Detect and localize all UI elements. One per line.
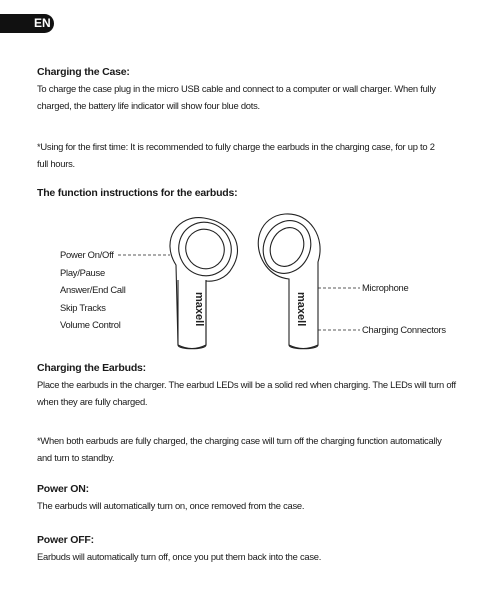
- label-play-pause: Play/Pause: [60, 266, 105, 278]
- label-power-on-off: Power On/Off: [60, 249, 114, 260]
- charging-earbuds-text: [37, 376, 467, 410]
- label-skip-tracks: Skip Tracks: [60, 301, 106, 313]
- right-brand-text: maxell: [295, 292, 307, 327]
- text-line: *Using for the first time: It is recommended to fully charge the earbuds in the charging case, for up to 2: [37, 141, 435, 152]
- power-off-heading: Power OFF:: [37, 534, 94, 546]
- left-earbud: [169, 213, 241, 349]
- label-volume-control: Volume Control: [60, 319, 121, 330]
- right-earbud: [255, 213, 320, 349]
- text-line: To charge the case plug in the micro USB cable and connect to a computer or wall charger. When fully: [37, 83, 436, 94]
- left-brand-text: maxell: [193, 292, 205, 327]
- charging-case-heading: Charging the Case:: [37, 66, 130, 78]
- text-line: Earbuds will automatically turn off, once you put them back into the case.: [37, 551, 322, 562]
- language-tab: EN: [0, 14, 54, 33]
- both-charged-note-text: [37, 432, 467, 466]
- power-off-text: [37, 548, 467, 565]
- power-on-text: [37, 497, 467, 514]
- text-line: The earbuds will automatically turn on, once removed from the case.: [37, 500, 305, 511]
- charging-earbuds-heading: Charging the Earbuds:: [37, 362, 146, 374]
- text-line: *When both earbuds are fully charged, the charging case will turn off the charging function automatically: [37, 435, 442, 446]
- power-off-section: [37, 534, 467, 565]
- function-instructions-heading: The function instructions for the earbuds:: [37, 187, 238, 199]
- label-microphone: Microphone: [362, 282, 409, 293]
- text-line: and turn to standby.: [37, 452, 115, 463]
- text-line: full hours.: [37, 158, 75, 169]
- function-labels: [60, 246, 126, 334]
- both-charged-note: [37, 430, 467, 466]
- charging-earbuds-section: [37, 362, 467, 410]
- power-on-section: [37, 483, 467, 514]
- label-charging-connectors: Charging Connectors: [362, 324, 446, 335]
- text-line: when they are fully charged.: [37, 396, 148, 407]
- text-line: charged, the battery life indicator will show four blue dots.: [37, 100, 260, 111]
- power-on-heading: Power ON:: [37, 483, 89, 495]
- text-line: Place the earbuds in the charger. The earbud LEDs will be a solid red when charging. The LEDs will turn off: [37, 379, 456, 390]
- label-answer-end-call: Answer/End Call: [60, 284, 126, 295]
